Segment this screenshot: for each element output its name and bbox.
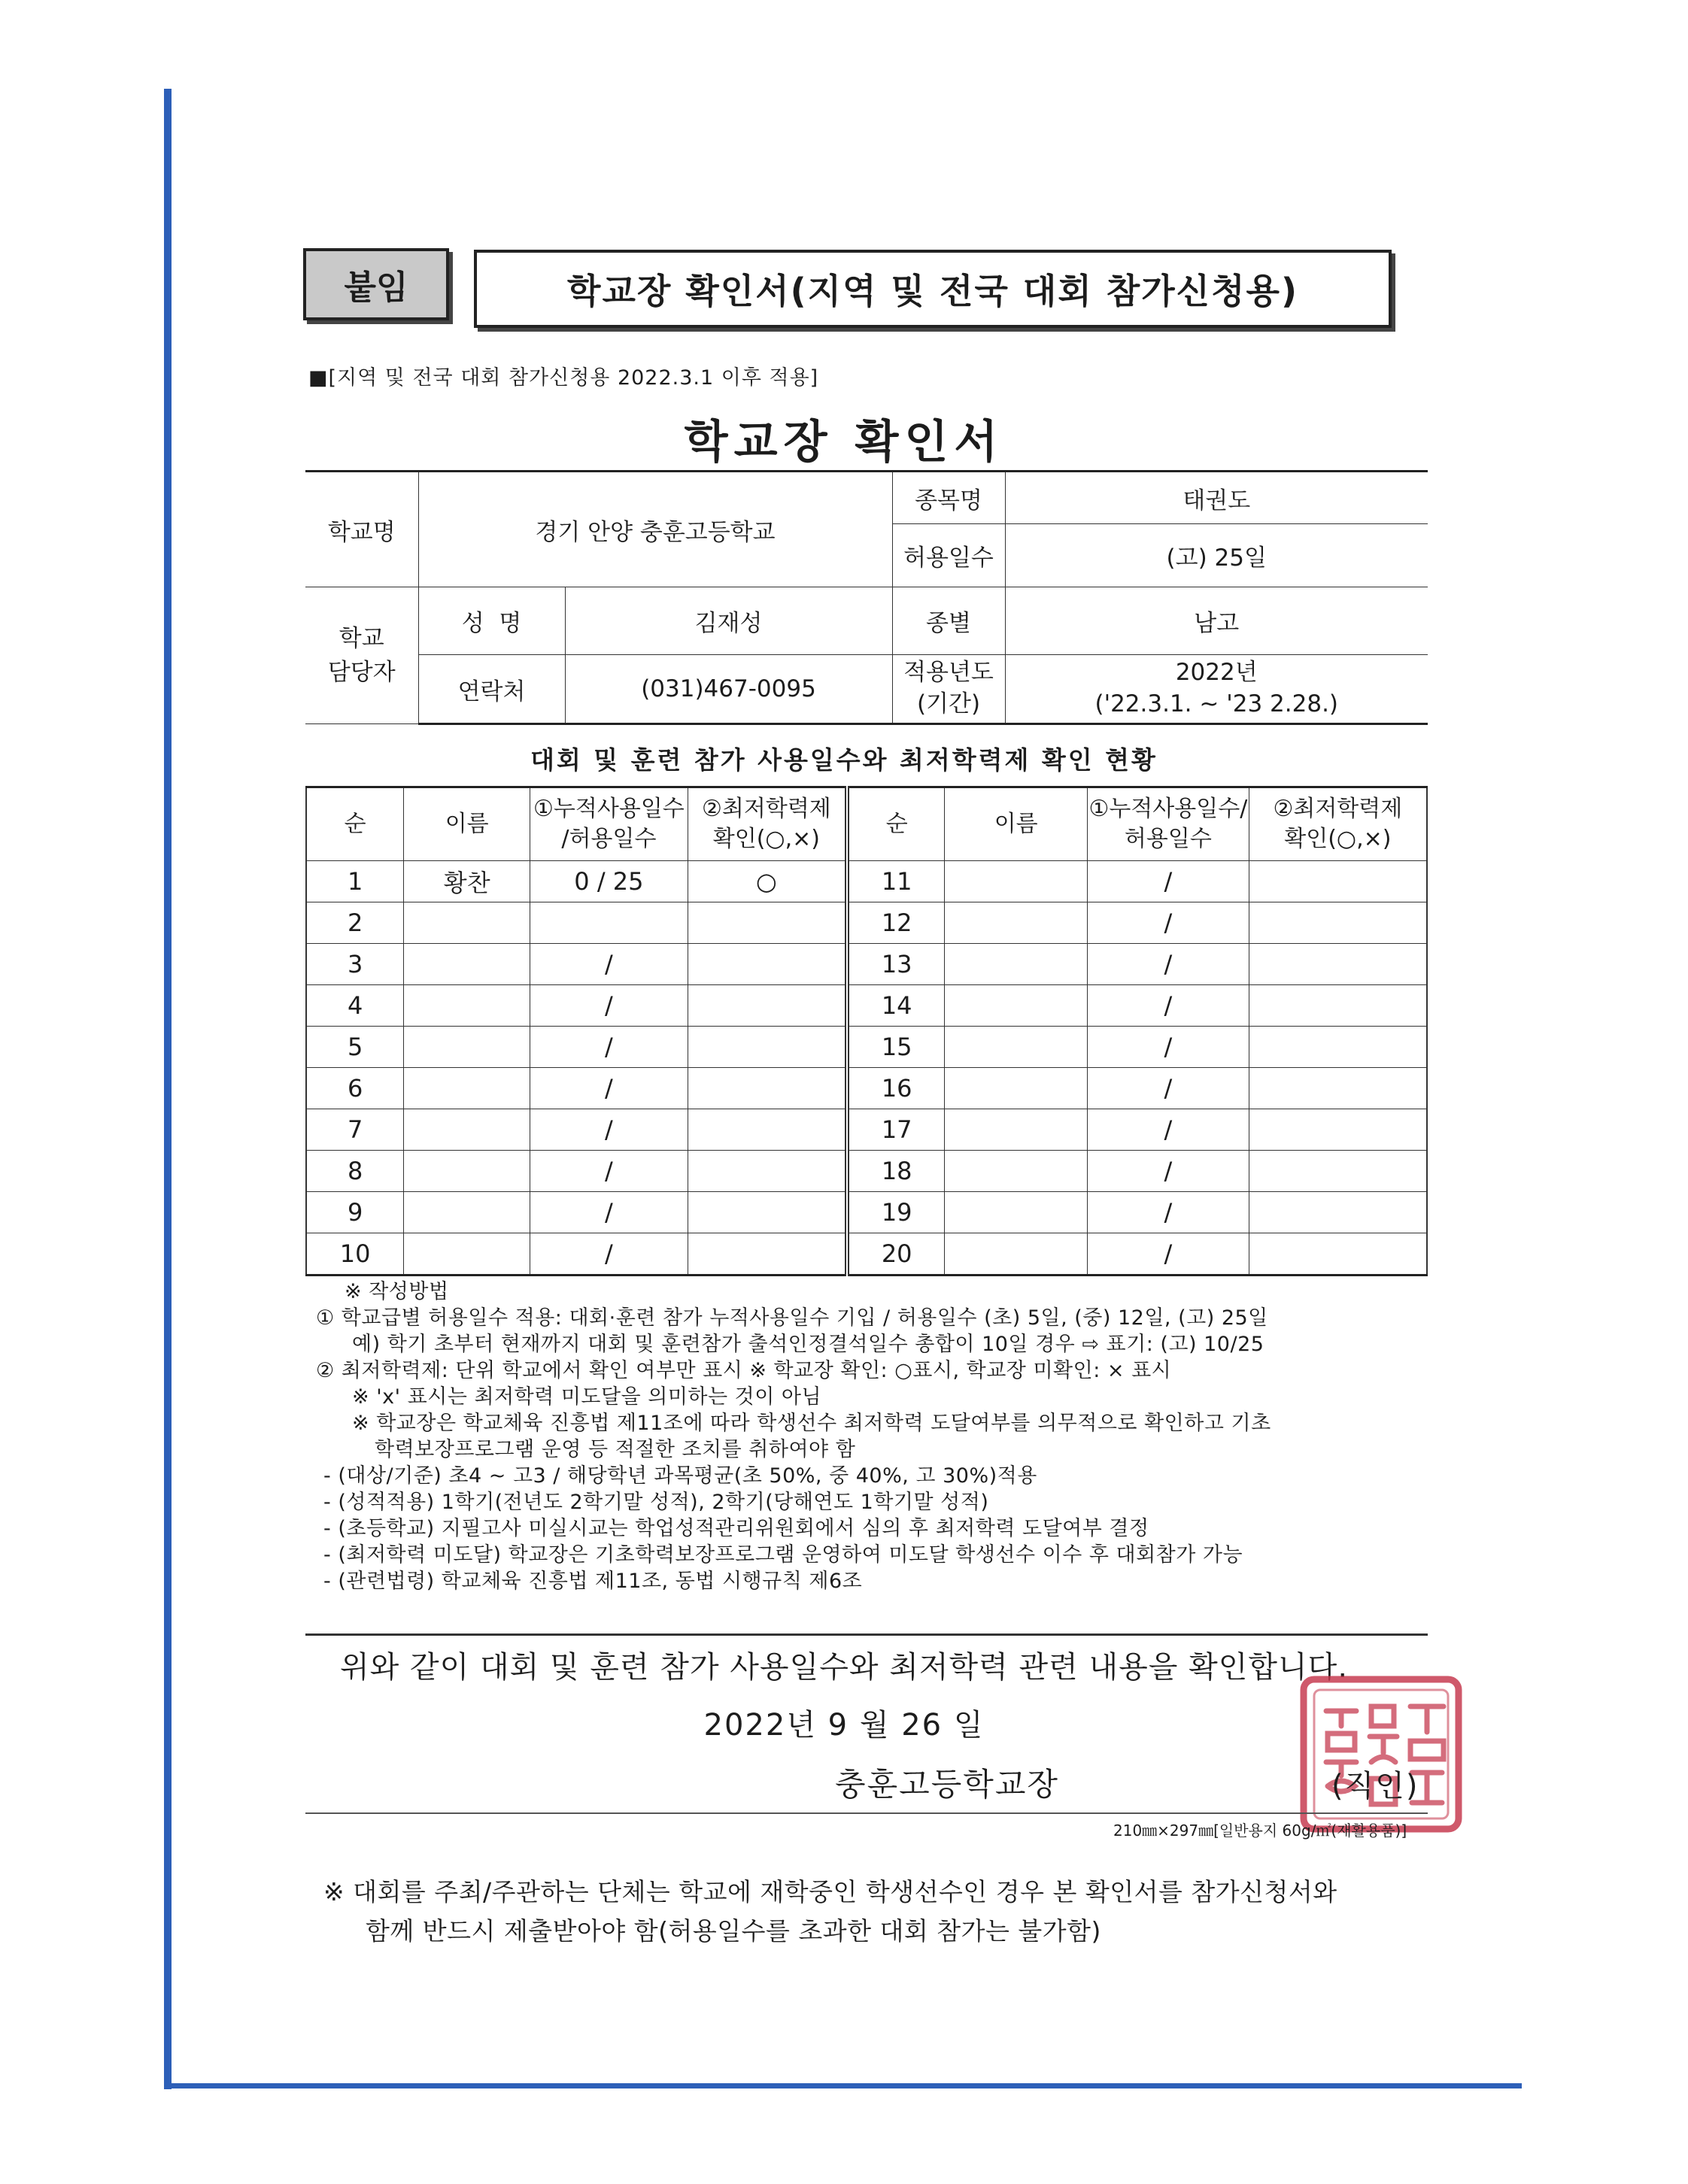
row-check-2 bbox=[1249, 902, 1427, 944]
row-days-2: / bbox=[1088, 902, 1249, 944]
school-name-value: 경기 안양 충훈고등학교 bbox=[418, 472, 892, 587]
header-days: ①누적사용일수 /허용일수 bbox=[530, 787, 688, 861]
row-days: / bbox=[530, 1068, 688, 1109]
contact-value: (031)467-0095 bbox=[565, 655, 892, 724]
row-name-2 bbox=[945, 985, 1088, 1027]
row-name-2 bbox=[945, 1109, 1088, 1151]
row-check: ○ bbox=[688, 861, 847, 902]
note-dash-1: - (대상/기준) 초4 ~ 고3 / 해당학년 과목평균(초 50%, 중 40%, 고 30%)적용 bbox=[323, 1464, 1037, 1488]
paper-spec: 210㎜×297㎜[일반용지 60g/㎡(재활용품)] bbox=[1113, 1822, 1407, 1840]
row-check-2 bbox=[1249, 1151, 1427, 1192]
row-check bbox=[688, 1109, 847, 1151]
row-check bbox=[688, 985, 847, 1027]
scan-edge-left bbox=[164, 89, 172, 2089]
header-days-2: ①누적사용일수/ 허용일수 bbox=[1088, 787, 1249, 861]
row-days: / bbox=[530, 985, 688, 1027]
row-check bbox=[688, 1068, 847, 1109]
row-check-2 bbox=[1249, 1068, 1427, 1109]
row-check bbox=[688, 1027, 847, 1068]
row-no-2: 15 bbox=[847, 1027, 945, 1068]
row-no: 9 bbox=[306, 1192, 404, 1233]
row-name: 황찬 bbox=[404, 861, 530, 902]
row-no-2: 19 bbox=[847, 1192, 945, 1233]
row-check bbox=[688, 1192, 847, 1233]
row-no-2: 16 bbox=[847, 1068, 945, 1109]
header-name-2: 이름 bbox=[945, 787, 1088, 861]
row-check-2 bbox=[1249, 985, 1427, 1027]
issue-date: 2022년 9 월 26 일 bbox=[703, 1708, 985, 1743]
row-name bbox=[404, 985, 530, 1027]
row-days: / bbox=[530, 944, 688, 985]
event-label: 종목명 bbox=[892, 472, 1005, 524]
row-days-2: / bbox=[1088, 944, 1249, 985]
notes-title: ※ 작성방법 bbox=[345, 1280, 449, 1303]
allowed-days-label: 허용일수 bbox=[892, 524, 1005, 587]
note-4a: ※ 학교장은 학교체육 진흥법 제11조에 따라 학생선수 최저학력 도달여부를 의무적으로 확인하고 기초 bbox=[352, 1412, 1271, 1435]
row-days: 0 / 25 bbox=[530, 861, 688, 902]
row-no-2: 11 bbox=[847, 861, 945, 902]
note-2: ② 최저학력제: 단위 학교에서 확인 여부만 표시 ※ 학교장 확인: ○표시, 학교장 미확인: × 표시 bbox=[316, 1359, 1172, 1382]
note-dash-2: - (성적적용) 1학기(전년도 2학기말 성적), 2학기(당해연도 1학기말 성적) bbox=[323, 1491, 989, 1514]
row-check-2 bbox=[1249, 1027, 1427, 1068]
manager-name-label: 성 명 bbox=[418, 587, 565, 655]
row-no: 1 bbox=[306, 861, 404, 902]
school-info-table bbox=[305, 470, 1428, 725]
row-no-2: 17 bbox=[847, 1109, 945, 1151]
row-no-2: 13 bbox=[847, 944, 945, 985]
row-days-2: / bbox=[1088, 1068, 1249, 1109]
header-check-2: ②최저학력제 확인(○,×) bbox=[1249, 787, 1427, 861]
header-check: ②최저학력제 확인(○,×) bbox=[688, 787, 847, 861]
period-value: 2022년 ('22.3.1. ~ '23 2.28.) bbox=[1005, 655, 1428, 724]
applicability-note: ■[지역 및 전국 대회 참가신청용 2022.3.1 이후 적용] bbox=[308, 366, 819, 390]
row-check-2 bbox=[1249, 1192, 1427, 1233]
row-name bbox=[404, 1151, 530, 1192]
seal-mark-text: (직인) bbox=[1331, 1769, 1419, 1803]
category-value: 남고 bbox=[1005, 587, 1428, 655]
divider bbox=[305, 1633, 1428, 1636]
table-row bbox=[306, 944, 1427, 985]
row-name-2 bbox=[945, 1068, 1088, 1109]
submission-note-line-2: 함께 반드시 제출받아야 함(허용일수를 초과한 대회 참가는 불가함) bbox=[366, 1916, 1101, 1946]
row-days: / bbox=[530, 1192, 688, 1233]
writing-instructions bbox=[316, 1279, 1271, 1594]
row-check-2 bbox=[1249, 944, 1427, 985]
row-no: 3 bbox=[306, 944, 404, 985]
row-no-2: 20 bbox=[847, 1233, 945, 1276]
category-label: 종별 bbox=[892, 587, 1005, 655]
scan-edge-bottom bbox=[164, 2083, 1522, 2088]
row-name bbox=[404, 1233, 530, 1276]
row-name-2 bbox=[945, 1233, 1088, 1276]
row-check bbox=[688, 944, 847, 985]
row-no-2: 14 bbox=[847, 985, 945, 1027]
table-row bbox=[306, 1027, 1427, 1068]
row-check-2 bbox=[1249, 861, 1427, 902]
row-check-2 bbox=[1249, 1233, 1427, 1276]
row-days: / bbox=[530, 1233, 688, 1276]
table-row bbox=[306, 1233, 1427, 1276]
note-1b: 예) 학기 초부터 현재까지 대회 및 훈련참가 출석인정결석일수 총합이 10일 경우 ⇨ 표기: (고) 10/25 bbox=[352, 1333, 1264, 1356]
row-no: 8 bbox=[306, 1151, 404, 1192]
table-row bbox=[306, 985, 1427, 1027]
row-check-2 bbox=[1249, 1109, 1427, 1151]
row-no: 2 bbox=[306, 902, 404, 944]
note-4b: 학력보장프로그램 운영 등 적절한 조치를 취하여야 함 bbox=[375, 1438, 856, 1461]
row-days-2: / bbox=[1088, 861, 1249, 902]
row-check bbox=[688, 1151, 847, 1192]
row-name bbox=[404, 1027, 530, 1068]
main-title: 학교장 확인서 bbox=[684, 416, 1004, 469]
note-3: ※ 'x' 표시는 최저학력 미도달을 의미하는 것이 아님 bbox=[352, 1385, 822, 1409]
document-title: 학교장 확인서(지역 및 전국 대회 참가신청용) bbox=[474, 250, 1392, 328]
row-name-2 bbox=[945, 944, 1088, 985]
row-check bbox=[688, 1233, 847, 1276]
table-row bbox=[306, 1109, 1427, 1151]
period-label: 적용년도 (기간) bbox=[892, 655, 1005, 724]
row-days-2: / bbox=[1088, 1109, 1249, 1151]
attachment-label: 붙임 bbox=[303, 248, 449, 320]
submission-note bbox=[323, 1873, 1337, 1951]
row-no: 4 bbox=[306, 985, 404, 1027]
row-days-2: / bbox=[1088, 1151, 1249, 1192]
row-days-2: / bbox=[1088, 1027, 1249, 1068]
contact-label: 연락처 bbox=[418, 655, 565, 724]
table-row bbox=[306, 1068, 1427, 1109]
usage-section-title: 대회 및 훈련 참가 사용일수와 최저학력제 확인 현황 bbox=[530, 745, 1158, 775]
divider-2 bbox=[305, 1812, 1428, 1814]
row-days-2: / bbox=[1088, 985, 1249, 1027]
event-value: 태권도 bbox=[1005, 472, 1428, 524]
note-dash-4: - (최저학력 미도달) 학교장은 기초학력보장프로그램 운영하여 미도달 학생선수 이수 후 대회참가 가능 bbox=[323, 1543, 1243, 1567]
submission-note-line-1: ※ 대회를 주최/주관하는 단체는 학교에 재학중인 학생선수인 경우 본 확인서를 참가신청서와 bbox=[323, 1877, 1337, 1906]
row-name-2 bbox=[945, 902, 1088, 944]
row-name-2 bbox=[945, 1192, 1088, 1233]
official-seal-icon bbox=[1298, 1673, 1465, 1835]
row-name-2 bbox=[945, 1027, 1088, 1068]
table-row bbox=[306, 861, 1427, 902]
row-name bbox=[404, 944, 530, 985]
table-row bbox=[306, 1192, 1427, 1233]
row-days bbox=[530, 902, 688, 944]
row-days: / bbox=[530, 1151, 688, 1192]
row-days-2: / bbox=[1088, 1233, 1249, 1276]
row-no-2: 12 bbox=[847, 902, 945, 944]
row-days: / bbox=[530, 1109, 688, 1151]
confirmation-statement: 위와 같이 대회 및 훈련 참가 사용일수와 최저학력 관련 내용을 확인합니다. bbox=[339, 1650, 1349, 1685]
manager-label: 학교 담당자 bbox=[305, 587, 418, 724]
row-no: 6 bbox=[306, 1068, 404, 1109]
note-1a: ① 학교급별 허용일수 적용: 대회·훈련 참가 누적사용일수 기입 / 허용일수 (초) 5일, (중) 12일, (고) 25일 bbox=[316, 1306, 1268, 1330]
allowed-days-value: (고) 25일 bbox=[1005, 524, 1428, 587]
row-days: / bbox=[530, 1027, 688, 1068]
usage-header-row bbox=[306, 787, 1427, 861]
principal-title: 충훈고등학교장 bbox=[835, 1766, 1060, 1803]
manager-name-value: 김재성 bbox=[565, 587, 892, 655]
row-name bbox=[404, 1068, 530, 1109]
row-name bbox=[404, 1192, 530, 1233]
row-name bbox=[404, 1109, 530, 1151]
row-no: 7 bbox=[306, 1109, 404, 1151]
table-row bbox=[306, 902, 1427, 944]
row-name-2 bbox=[945, 861, 1088, 902]
row-check bbox=[688, 902, 847, 944]
row-no-2: 18 bbox=[847, 1151, 945, 1192]
school-name-label: 학교명 bbox=[305, 472, 418, 587]
note-dash-3: - (초등학교) 지필고사 미실시교는 학업성적관리위원회에서 심의 후 최저학력 도달여부 결정 bbox=[323, 1517, 1149, 1540]
row-no: 5 bbox=[306, 1027, 404, 1068]
row-name-2 bbox=[945, 1151, 1088, 1192]
row-no: 10 bbox=[306, 1233, 404, 1276]
note-dash-5: - (관련법령) 학교체육 진흥법 제11조, 동법 시행규칙 제6조 bbox=[323, 1570, 863, 1593]
usage-table bbox=[305, 786, 1428, 1276]
header-no-2: 순 bbox=[847, 787, 945, 861]
header-name: 이름 bbox=[404, 787, 530, 861]
table-row bbox=[306, 1151, 1427, 1192]
header-no: 순 bbox=[306, 787, 404, 861]
row-name bbox=[404, 902, 530, 944]
row-days-2: / bbox=[1088, 1192, 1249, 1233]
